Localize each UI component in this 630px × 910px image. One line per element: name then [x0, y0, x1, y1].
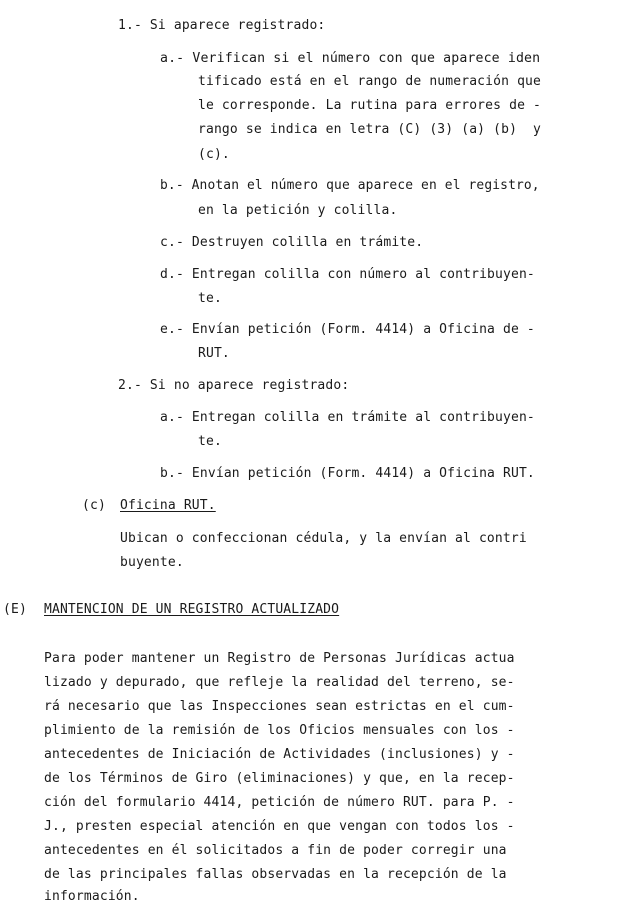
paragraph-line: antecedentes de Iniciación de Actividades (inclusiones) y -	[44, 747, 515, 762]
item2-a-line: a.- Entregan colilla en trámite al contribuyen-	[160, 410, 535, 425]
item1-a-line: rango se indica en letra (C) (3) (a) (b) y	[198, 122, 541, 137]
item1-a-line: a.- Verifican si el número con que aparece iden	[160, 51, 541, 66]
section-c-title: Oficina RUT.	[120, 498, 216, 513]
item1-e-line: RUT.	[198, 346, 230, 361]
paragraph-line: rá necesario que las Inspecciones sean estrictas en el cum-	[44, 699, 515, 714]
paragraph-line: plimiento de la remisión de los Oficios mensuales con los -	[44, 723, 515, 738]
item1-c-line: c.- Destruyen colilla en trámite.	[160, 235, 424, 250]
item1-b-line: b.- Anotan el número que aparece en el registro,	[160, 178, 540, 193]
paragraph-line: de los Términos de Giro (eliminaciones) y que, en la recep-	[44, 771, 515, 786]
item2-b-line: b.- Envían petición (Form. 4414) a Oficina RUT.	[160, 466, 535, 481]
item1-heading: 1.- Si aparece registrado:	[118, 18, 326, 33]
paragraph-line: información.	[44, 889, 140, 904]
item1-a-line: le corresponde. La rutina para errores de -	[198, 98, 541, 113]
item1-a-line: tificado está en el rango de numeración que	[198, 74, 541, 89]
item2-a-line: te.	[198, 434, 222, 449]
item2-heading: 2.- Si no aparece registrado:	[118, 378, 350, 393]
section-e-title: MANTENCION DE UN REGISTRO ACTUALIZADO	[44, 602, 340, 617]
paragraph-line: lizado y depurado, que refleje la realidad del terreno, se-	[44, 675, 515, 690]
item1-e-line: e.- Envían petición (Form. 4414) a Oficina de -	[160, 322, 535, 337]
paragraph-line: ción del formulario 4414, petición de número RUT. para P. -	[44, 795, 515, 810]
section-c-line: buyente.	[120, 555, 184, 570]
section-c-line: Ubican o confeccionan cédula, y la envían al contri	[120, 531, 527, 546]
item1-a-line: (c).	[198, 147, 230, 162]
paragraph-line: de las principales fallas observadas en la recepción de la	[44, 867, 507, 882]
paragraph-line: J., presten especial atención en que vengan con todos los -	[44, 819, 515, 834]
paragraph-line: Para poder mantener un Registro de Personas Jurídicas actua	[44, 651, 515, 666]
section-e-marker: (E)	[3, 602, 27, 617]
paragraph-line: antecedentes en él solicitados a fin de poder corregir una	[44, 843, 507, 858]
section-c-marker: (c)	[82, 498, 106, 513]
item1-d-line: te.	[198, 291, 222, 306]
item1-b-line: en la petición y colilla.	[198, 203, 398, 218]
item1-d-line: d.- Entregan colilla con número al contribuyen-	[160, 267, 535, 282]
